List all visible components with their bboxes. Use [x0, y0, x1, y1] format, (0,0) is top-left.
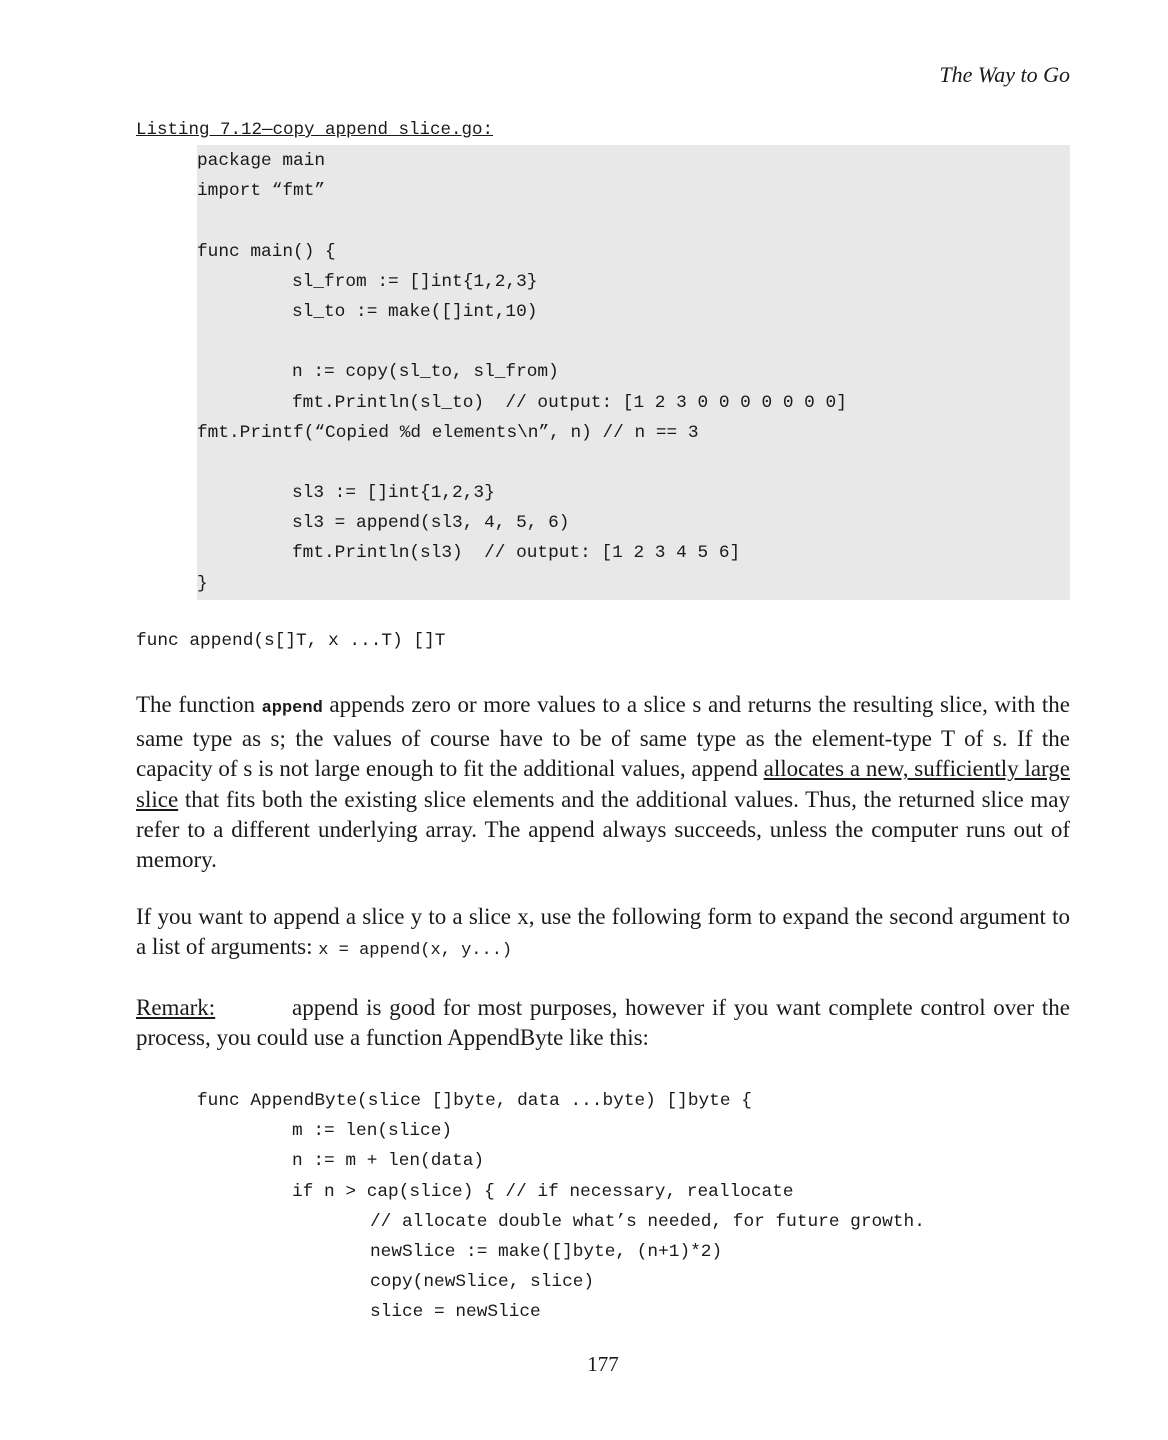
code-line: n := m + len(data): [292, 1151, 485, 1172]
append-signature: func append(s[]T, x ...T) []T: [136, 631, 446, 651]
code-line: [197, 448, 847, 478]
listing-title: Listing 7.12—copy_append_slice.go:: [136, 120, 494, 140]
code-line: [197, 206, 847, 236]
p1-text: The function: [136, 692, 262, 717]
code-line: sl_from := []int{1,2,3}: [292, 271, 538, 292]
code-line: fmt.Printf(“Copied %d elements\n”, n) // n == 3: [197, 422, 699, 443]
code-line: copy(newSlice, slice): [370, 1272, 595, 1293]
code-line: newSlice := make([]byte, (n+1)*2): [370, 1241, 723, 1262]
code-line: // allocate double what’s needed, for future growth.: [370, 1211, 925, 1232]
p2-text: If you want to append a slice y to a slice x, use the following form to expand the second argument to a list of arguments:: [136, 904, 1070, 960]
listing-code-block: [197, 146, 847, 599]
inline-code: x = append(x, y...): [318, 941, 513, 961]
code-line: n := copy(sl_to, sl_from): [292, 362, 559, 383]
code-line: m := len(slice): [292, 1121, 453, 1142]
code-line: func main() {: [197, 241, 336, 262]
remark-text: append is good for most purposes, however if you want complete control over the process, you could use a function AppendByte like this:: [136, 995, 1070, 1051]
code-line: [197, 327, 847, 357]
code-line: sl3 = append(sl3, 4, 5, 6): [292, 513, 570, 534]
append-slice-paragraph: [136, 902, 1070, 966]
appendbyte-code-block: [197, 1086, 925, 1328]
code-line: package main: [197, 151, 326, 171]
code-line: sl3 := []int{1,2,3}: [292, 483, 495, 504]
p1-text: appends zero or more values to a slice s and returns the resulting slice, with the same type as s; the values of course have to be of same type as the element-type T of s. If the capacity of s is not large enough to fit the additional values, append: [136, 692, 1070, 782]
append-description-paragraph: [136, 690, 1070, 875]
append-keyword: append: [261, 699, 323, 718]
code-line: sl_to := make([]int,10): [292, 301, 538, 322]
underlined-phrase: allocates a new, sufficiently large slice: [136, 756, 1070, 812]
code-line: func AppendByte(slice []byte, data ...byte) []byte {: [197, 1091, 752, 1111]
running-head: The Way to Go: [939, 62, 1070, 87]
remark-paragraph: [136, 993, 1070, 1053]
code-line: }: [197, 573, 208, 594]
code-line: fmt.Println(sl3) // output: [1 2 3 4 5 6]: [292, 543, 741, 564]
code-line: slice = newSlice: [370, 1302, 541, 1323]
p1-text: that fits both the existing slice elements and the additional values. Thus, the returned slice may refer to a different underlying array. The append always succeeds, unless the computer runs out of memory.: [136, 786, 1070, 873]
remark-label: Remark:: [136, 995, 216, 1020]
page-number: 177: [587, 1352, 619, 1376]
code-line: import “fmt”: [197, 181, 326, 202]
code-line: if n > cap(slice) { // if necessary, reallocate: [292, 1181, 794, 1202]
code-line: fmt.Println(sl_to) // output: [1 2 3 0 0 0 0 0 0 0]: [292, 392, 847, 413]
